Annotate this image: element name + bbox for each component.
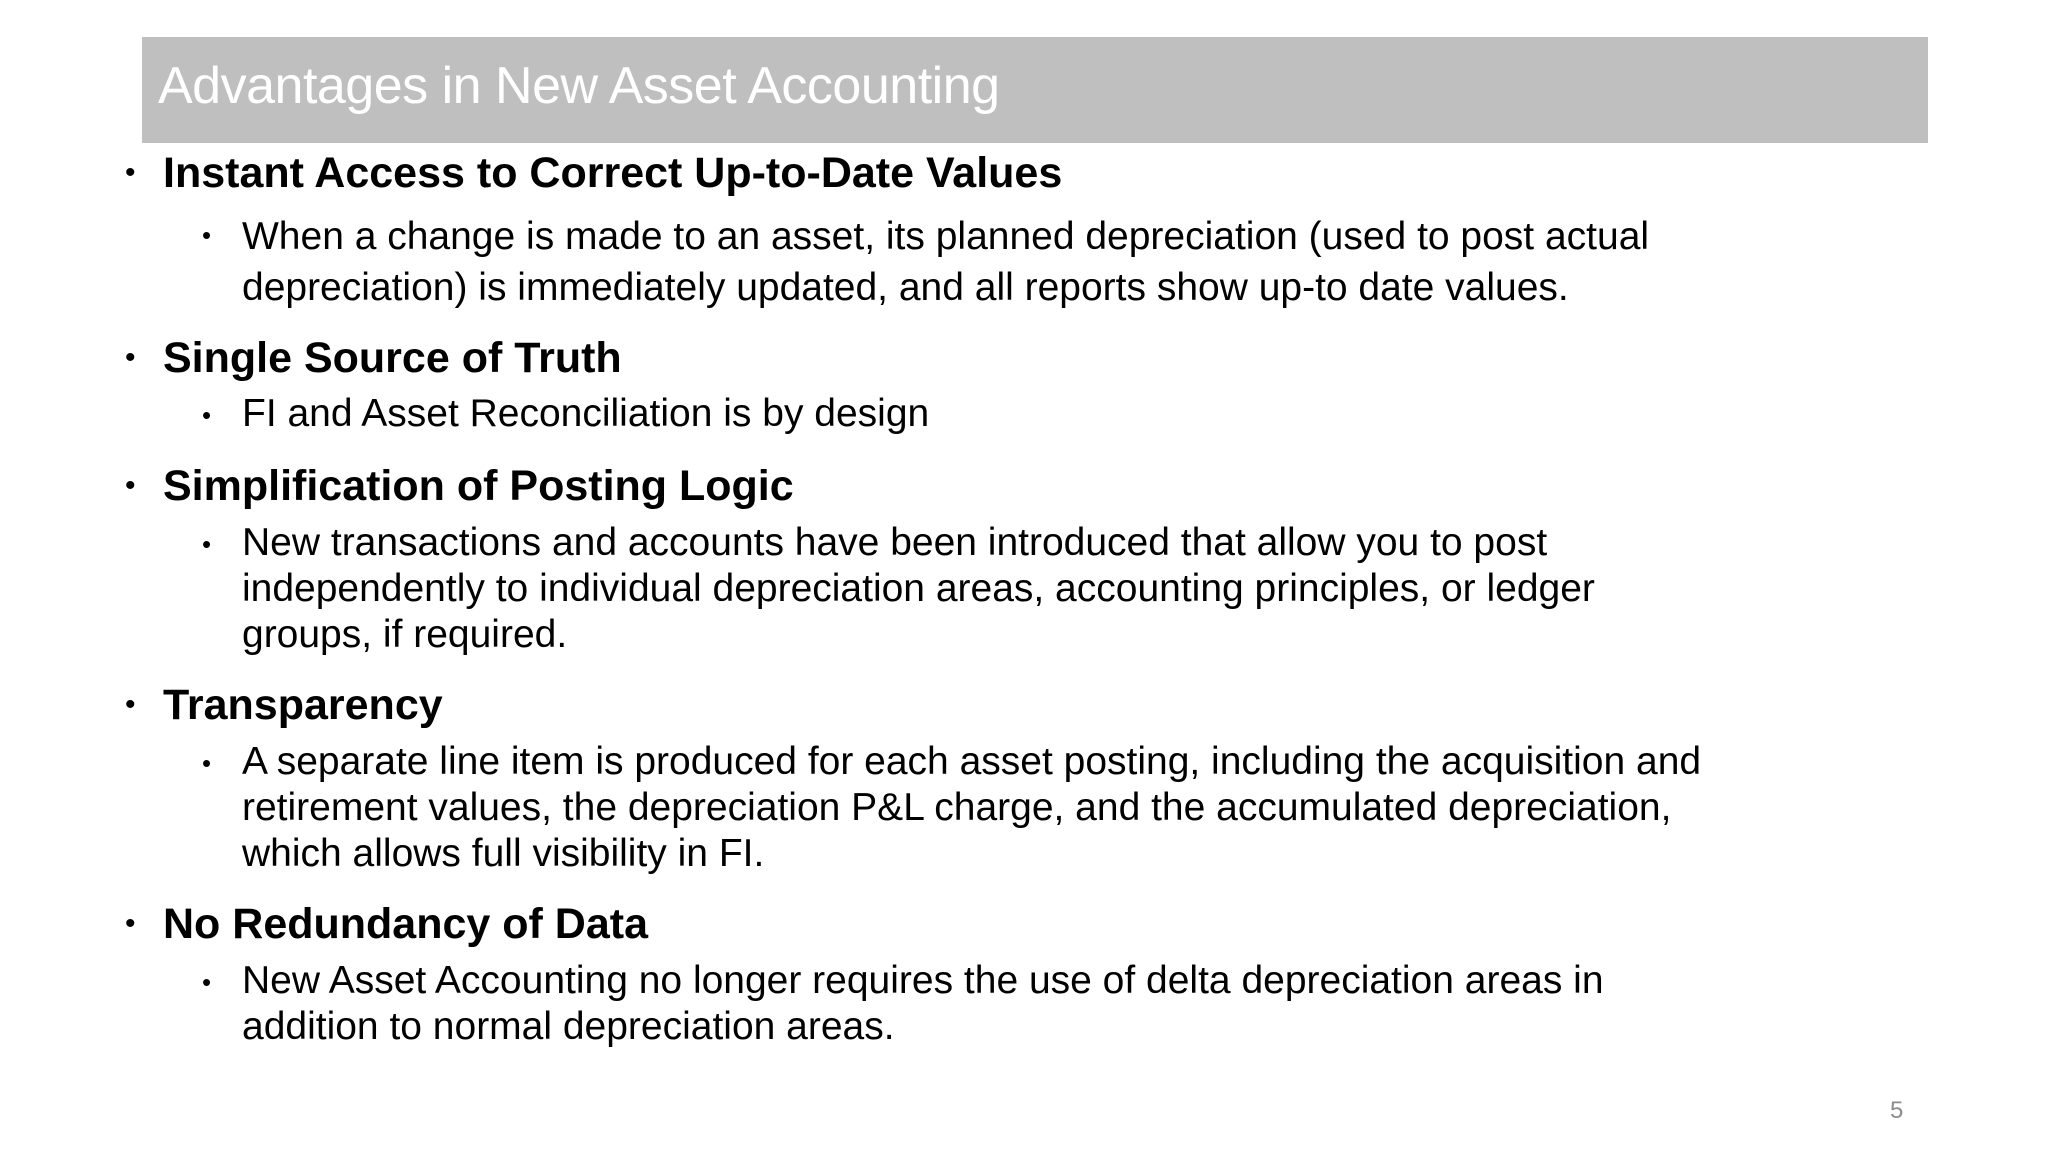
- sub-bullet-marker: •: [202, 748, 212, 778]
- page-number: 5: [1890, 1097, 1904, 1124]
- section-heading: Single Source of Truth: [163, 334, 622, 382]
- section-heading: Transparency: [163, 681, 443, 729]
- section-heading: No Redundancy of Data: [163, 900, 648, 948]
- bullet-marker: •: [125, 156, 136, 189]
- bullet-marker: •: [125, 688, 136, 721]
- sub-bullet-marker: •: [202, 967, 212, 997]
- slide-title-bar: [142, 37, 1928, 143]
- bullet-marker: •: [125, 341, 136, 374]
- detail-line: New Asset Accounting no longer requires the use of delta depreciation areas in: [242, 959, 1604, 1002]
- sub-bullet-marker: •: [202, 400, 212, 430]
- section-detail: [242, 739, 1902, 877]
- section-detail: [242, 520, 1902, 658]
- section-heading: Simplification of Posting Logic: [163, 462, 794, 510]
- detail-line: groups, if required.: [242, 613, 568, 656]
- detail-line: New transactions and accounts have been introduced that allow you to post: [242, 521, 1548, 564]
- detail-line: addition to normal depreciation areas.: [242, 1005, 895, 1048]
- section-detail: [242, 391, 1902, 437]
- sub-bullet-marker: •: [202, 529, 212, 559]
- bullet-marker: •: [125, 907, 136, 940]
- detail-line: A separate line item is produced for each asset posting, including the acquisition and: [242, 740, 1702, 783]
- bullet-marker: •: [125, 469, 136, 502]
- slide-title: Advantages in New Asset Accounting: [158, 57, 1000, 115]
- section-detail: [242, 958, 1902, 1050]
- detail-line: which allows full visibility in FI.: [242, 832, 765, 875]
- sub-bullet-marker: •: [202, 220, 212, 250]
- detail-line: independently to individual depreciation areas, accounting principles, or ledger: [242, 567, 1595, 610]
- detail-line: FI and Asset Reconciliation is by design: [242, 392, 930, 435]
- detail-line: depreciation) is immediately updated, and all reports show up-to date values.: [242, 266, 1569, 309]
- detail-line: When a change is made to an asset, its planned depreciation (used to post actual: [242, 215, 1650, 258]
- section-heading: Instant Access to Correct Up-to-Date Values: [163, 149, 1063, 197]
- detail-line: retirement values, the depreciation P&L charge, and the accumulated depreciation,: [242, 786, 1672, 829]
- section-detail: [242, 211, 1902, 313]
